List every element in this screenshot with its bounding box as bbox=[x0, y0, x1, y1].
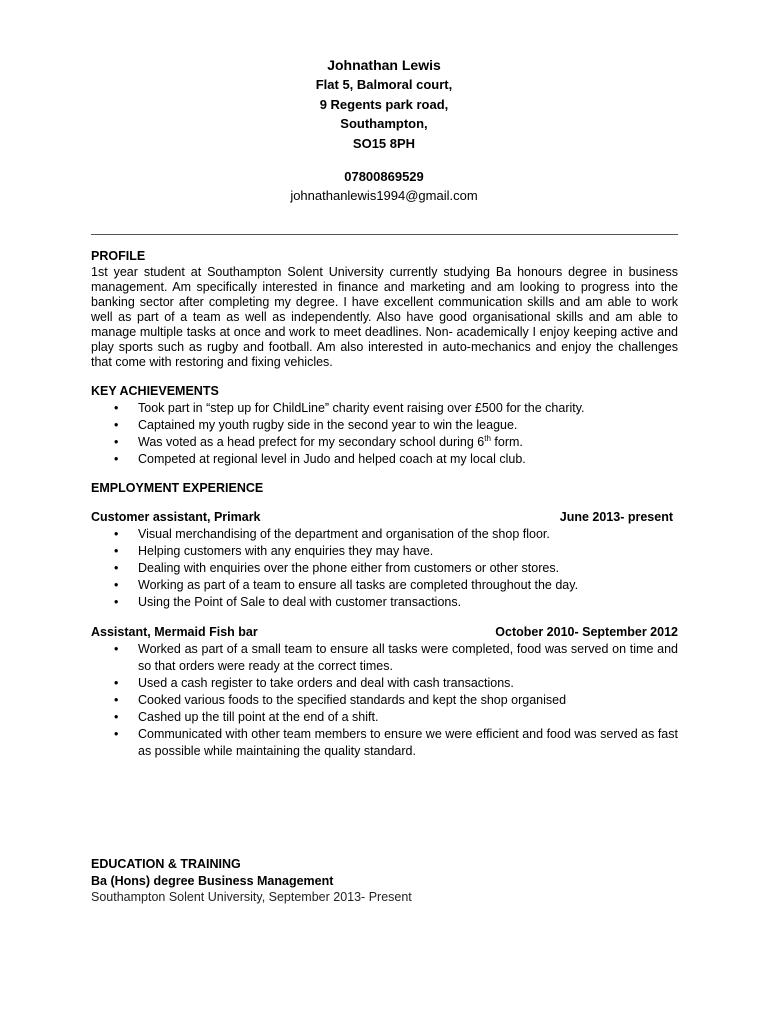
list-item: • Cooked various foods to the specified standards and kept the shop organised bbox=[91, 692, 678, 709]
job-title: Assistant, Mermaid Fish bar bbox=[91, 625, 258, 639]
job-dates: June 2013- present bbox=[559, 510, 673, 524]
achievements-heading: KEY ACHIEVEMENTS bbox=[91, 384, 219, 398]
job-duties-list bbox=[91, 526, 678, 611]
list-item: • Cashed up the till point at the end of a shift. bbox=[91, 709, 678, 726]
profile-heading: PROFILE bbox=[91, 249, 146, 263]
list-item: • Took part in “step up for ChildLine” charity event raising over £500 for the charity. bbox=[91, 400, 678, 417]
education-heading: EDUCATION & TRAINING bbox=[91, 857, 241, 871]
employment-heading: EMPLOYMENT EXPERIENCE bbox=[91, 481, 264, 495]
list-item: • Dealing with enquiries over the phone either from customers or other stores. bbox=[91, 560, 678, 577]
list-item: • Captained my youth rugby side in the second year to win the league. bbox=[91, 417, 678, 434]
address-line-1: Flat 5, Balmoral court, bbox=[315, 77, 453, 92]
list-item: • Communicated with other team members to ensure we were efficient and food was served as fast as possible while maintaining the quality standard. bbox=[91, 726, 678, 760]
achievements-section bbox=[91, 383, 678, 468]
list-item bbox=[91, 434, 678, 451]
address-line-2: 9 Regents park road, bbox=[319, 96, 449, 112]
education-section bbox=[91, 856, 678, 905]
phone-number: 07800869529 bbox=[344, 169, 424, 184]
job-title: Customer assistant, Primark bbox=[91, 510, 261, 524]
address-line-4: SO15 8PH bbox=[352, 135, 416, 151]
list-item: • Visual merchandising of the department and organisation of the shop floor. bbox=[91, 526, 678, 543]
degree-title: Ba (Hons) degree Business Management bbox=[91, 874, 334, 888]
employment-section bbox=[91, 480, 678, 760]
ordinal-suffix: th bbox=[484, 433, 491, 443]
achievement-text-end: form. bbox=[490, 435, 523, 449]
job-header bbox=[91, 509, 678, 526]
achievements-list bbox=[91, 400, 678, 468]
email-address: johnathanlewis1994@gmail.com bbox=[290, 188, 478, 203]
address-line-3: Southampton, bbox=[340, 116, 428, 131]
profile-section bbox=[91, 248, 678, 370]
contact-header bbox=[0, 56, 768, 205]
list-item: • Competed at regional level in Judo and helped coach at my local club. bbox=[91, 451, 678, 468]
header-divider bbox=[91, 234, 678, 235]
list-item: • Working as part of a team to ensure all tasks are completed throughout the day. bbox=[91, 577, 678, 594]
candidate-name: Johnathan Lewis bbox=[327, 57, 441, 73]
job-header bbox=[91, 624, 678, 641]
list-item: • Used a cash register to take orders and deal with cash transactions. bbox=[91, 675, 678, 692]
list-item: • Worked as part of a small team to ensure all tasks were completed, food was served on time and so that orders were ready at the correct times. bbox=[91, 641, 678, 675]
list-item: • Using the Point of Sale to deal with customer transactions. bbox=[91, 594, 678, 611]
school-name: Southampton Solent University, September 2013- Present bbox=[91, 890, 412, 904]
cv-body bbox=[91, 248, 678, 905]
profile-text: 1st year student at Southampton Solent University currently studying Ba honours degree in business management. Am specifically interested in finance and marketing and am looking to progress into the banking sector after completing my degree. I have excellent communication skills and am able to work well as part of a team as well as independently. Also have good organisational skills and am able to manage multiple tasks at once and work to meet deadlines. Non- academically I enjoy keeping active and play sports such as rugby and football. Am also interested in auto-mechanics and enjoy the challenges that come with restoring and fixing vehicles. bbox=[91, 265, 678, 369]
list-item: • Helping customers with any enquiries they may have. bbox=[91, 543, 678, 560]
job-dates: October 2010- September 2012 bbox=[495, 625, 678, 639]
achievement-text: Was voted as a head prefect for my secondary school during 6 bbox=[138, 435, 485, 449]
job-duties-list bbox=[91, 641, 678, 760]
